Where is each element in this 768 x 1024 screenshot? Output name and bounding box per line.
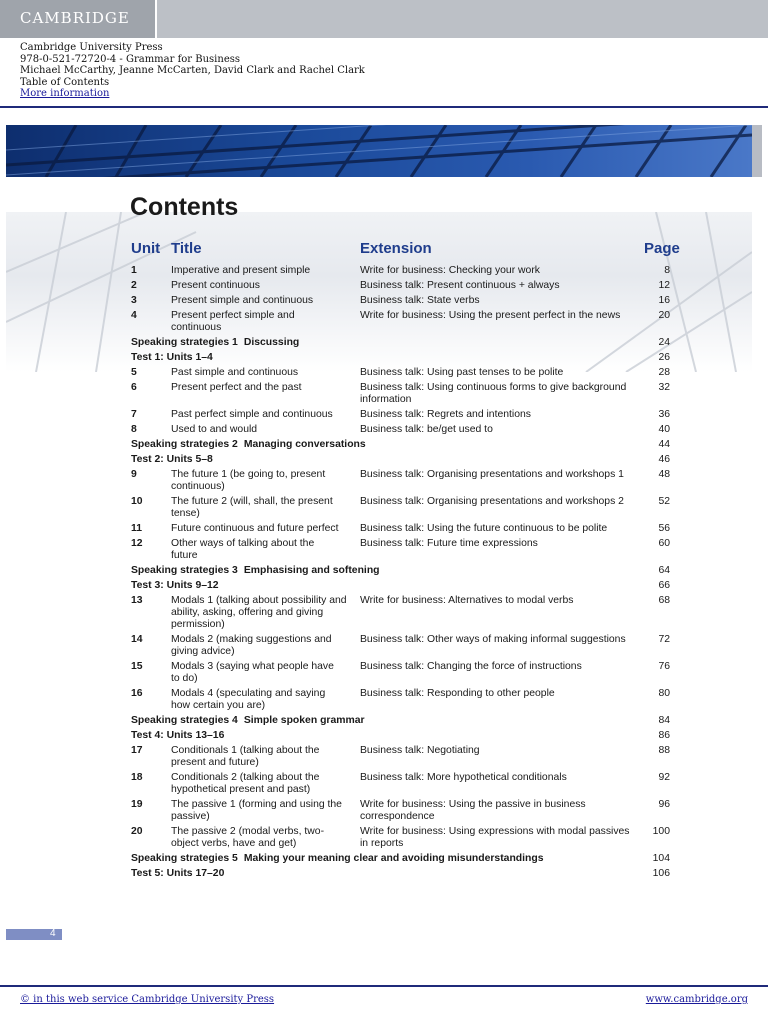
unit-extension: Write for business: Using expressions with modal passives in reports <box>360 826 630 849</box>
building-grid-graphic <box>6 125 752 177</box>
page-number: 64 <box>658 565 670 576</box>
page-number: 86 <box>658 730 670 741</box>
unit-extension: Business talk: Changing the force of instructions <box>360 661 582 672</box>
page-number: 28 <box>658 367 670 378</box>
unit-title: Modals 3 (saying what people have to do) <box>171 661 334 684</box>
page-number: 88 <box>658 745 670 756</box>
page-number: 104 <box>652 853 670 864</box>
page-number: 80 <box>658 688 670 699</box>
unit-title: Imperative and present simple <box>171 265 311 276</box>
unit-title: Past simple and continuous <box>171 367 299 378</box>
unit-title: Present perfect simple and continuous <box>171 310 295 333</box>
copyright-link[interactable]: © in this web service Cambridge University Press <box>20 994 275 1005</box>
speaking-strategies-label: Speaking strategies 4 Simple spoken grammar <box>131 715 365 726</box>
page-title: Contents <box>130 193 239 221</box>
page-number-footer: 4 <box>50 928 56 939</box>
logo-box <box>0 0 157 38</box>
unit-number: 9 <box>131 469 137 480</box>
unit-title: Modals 1 (talking about possibility and ability, asking, offering and giving permission) <box>171 595 347 630</box>
authors: Michael McCarthy, Jeanne McCarten, David Clark and Rachel Clark <box>20 65 365 77</box>
test-label: Test 2: Units 5–8 <box>131 454 213 465</box>
unit-number: 14 <box>131 634 143 645</box>
test-label: Test 3: Units 9–12 <box>131 580 219 591</box>
unit-title: The passive 2 (modal verbs, two-object verbs, have and get) <box>171 826 325 849</box>
unit-extension: Business talk: Negotiating <box>360 745 480 756</box>
unit-extension: Business talk: Future time expressions <box>360 538 538 549</box>
page-number: 96 <box>658 799 670 810</box>
unit-number: 10 <box>131 496 143 507</box>
website-link[interactable]: www.cambridge.org <box>645 994 748 1005</box>
header-rule <box>0 106 768 108</box>
page-number: 92 <box>658 772 670 783</box>
test-label: Test 5: Units 17–20 <box>131 868 225 879</box>
unit-extension: Write for business: Alternatives to modal verbs <box>360 595 574 606</box>
unit-extension: Business talk: be/get used to <box>360 424 493 435</box>
unit-extension: Business talk: Using continuous forms to give background information <box>360 382 627 405</box>
unit-title: Used to and would <box>171 424 258 435</box>
column-header-unit: Unit <box>131 240 161 257</box>
page-number: 52 <box>658 496 670 507</box>
unit-title: Other ways of talking about the future <box>171 538 315 561</box>
unit-extension: Business talk: Other ways of making informal suggestions <box>360 634 626 645</box>
unit-title: The future 1 (be going to, present continuous) <box>171 469 326 492</box>
unit-number: 3 <box>131 295 137 306</box>
section-label: Table of Contents <box>20 76 110 88</box>
unit-number: 6 <box>131 382 137 393</box>
banner-image <box>6 125 752 177</box>
page-number: 106 <box>652 868 670 879</box>
unit-extension: Write for business: Using the passive in business correspondence <box>360 799 586 822</box>
isbn-title: 978-0-521-72720-4 - Grammar for Business <box>20 53 240 65</box>
top-bar <box>0 0 768 38</box>
unit-title: Future continuous and future perfect <box>171 523 339 534</box>
unit-title: Past perfect simple and continuous <box>171 409 333 420</box>
unit-extension: Business talk: Organising presentations and workshops 2 <box>360 496 624 507</box>
page-number: 76 <box>658 661 670 672</box>
page-number: 26 <box>658 352 670 363</box>
unit-number: 15 <box>131 661 143 672</box>
column-header-title: Title <box>171 240 202 257</box>
unit-title: The future 2 (will, shall, the present tense) <box>171 496 333 519</box>
page-number: 84 <box>658 715 670 726</box>
test-label: Test 4: Units 13–16 <box>131 730 225 741</box>
page-number: 72 <box>658 634 670 645</box>
page-number: 66 <box>658 580 670 591</box>
unit-title: Conditionals 2 (talking about the hypothetical present and past) <box>171 772 320 795</box>
unit-number: 2 <box>131 280 137 291</box>
unit-title: Present perfect and the past <box>171 382 302 393</box>
publisher: Cambridge University Press <box>20 42 163 53</box>
page-number: 68 <box>658 595 670 606</box>
unit-extension: Write for business: Using the present perfect in the news <box>360 310 621 321</box>
footer-rule <box>0 985 768 987</box>
cambridge-logo: CAMBRIDGE <box>20 9 130 27</box>
unit-extension: Business talk: Organising presentations and workshops 1 <box>360 469 624 480</box>
page-number: 20 <box>658 310 670 321</box>
unit-number: 17 <box>131 745 143 756</box>
speaking-strategies-label: Speaking strategies 1 Discussing <box>131 337 300 348</box>
page-number: 32 <box>658 382 670 393</box>
unit-title: The passive 1 (forming and using the passive) <box>171 799 342 822</box>
column-header-page: Page <box>644 240 680 257</box>
page-number: 44 <box>658 439 670 450</box>
unit-number: 13 <box>131 595 143 606</box>
unit-title: Conditionals 1 (talking about the present and future) <box>171 745 320 768</box>
page-number: 8 <box>664 265 670 276</box>
speaking-strategies-label: Speaking strategies 5 Making your meaning clear and avoiding misunderstandings <box>131 853 544 864</box>
unit-number: 5 <box>131 367 137 378</box>
page-number: 16 <box>658 295 670 306</box>
page-number: 56 <box>658 523 670 534</box>
unit-title: Modals 4 (speculating and saying how certain you are) <box>171 688 326 711</box>
unit-number: 8 <box>131 424 137 435</box>
unit-extension: Business talk: Responding to other people <box>360 688 555 699</box>
unit-number: 16 <box>131 688 143 699</box>
column-header-extension: Extension <box>360 240 432 257</box>
unit-title: Present simple and continuous <box>171 295 314 306</box>
unit-title: Modals 2 (making suggestions and giving advice) <box>171 634 332 657</box>
header-info <box>20 42 365 100</box>
unit-extension: Business talk: Present continuous + always <box>360 280 560 291</box>
page-number: 36 <box>658 409 670 420</box>
page-number: 24 <box>658 337 670 348</box>
test-label: Test 1: Units 1–4 <box>131 352 213 363</box>
unit-extension: Business talk: Using past tenses to be polite <box>360 367 564 378</box>
unit-number: 1 <box>131 265 137 276</box>
banner-edge <box>752 125 762 177</box>
page-number: 12 <box>658 280 670 291</box>
page-number: 46 <box>658 454 670 465</box>
speaking-strategies-label: Speaking strategies 2 Managing conversations <box>131 439 366 450</box>
unit-number: 7 <box>131 409 137 420</box>
unit-extension: Business talk: State verbs <box>360 295 480 306</box>
unit-extension: Write for business: Checking your work <box>360 265 540 276</box>
speaking-strategies-label: Speaking strategies 3 Emphasising and softening <box>131 565 380 576</box>
unit-extension: Business talk: Using the future continuous to be polite <box>360 523 608 534</box>
unit-extension: Business talk: More hypothetical conditionals <box>360 772 567 783</box>
unit-number: 12 <box>131 538 143 549</box>
unit-number: 18 <box>131 772 143 783</box>
page-number: 100 <box>652 826 670 837</box>
unit-title: Present continuous <box>171 280 260 291</box>
unit-number: 4 <box>131 310 137 321</box>
unit-extension: Business talk: Regrets and intentions <box>360 409 531 420</box>
page-number: 48 <box>658 469 670 480</box>
unit-number: 19 <box>131 799 143 810</box>
unit-number: 11 <box>131 523 142 534</box>
page-number: 60 <box>658 538 670 549</box>
unit-number: 20 <box>131 826 143 837</box>
more-information-link[interactable]: More information <box>20 88 110 100</box>
page-number: 40 <box>658 424 670 435</box>
